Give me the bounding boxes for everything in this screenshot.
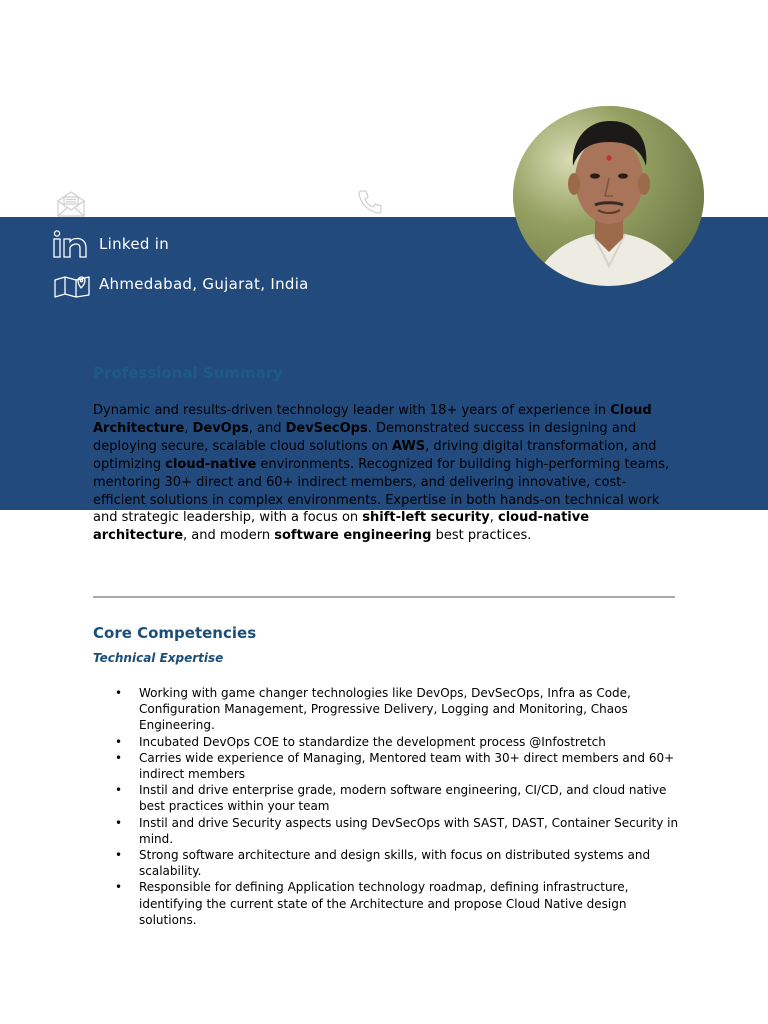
summary-text: , — [184, 420, 193, 436]
list-item-text: Working with game changer technologies like DevOps, DevSecOps, Infra as Code, Configuration Management, Progressive Delivery, Logging and Monitoring, Chaos Engineering. — [139, 686, 631, 733]
bullet-glyph: • — [115, 848, 123, 863]
summary-text: , and — [248, 420, 286, 436]
summary-text: best practices. — [431, 528, 532, 544]
list-item — [115, 750, 679, 782]
summary-keyword: cloud-native — [165, 456, 257, 472]
linkedin-link[interactable]: Linked in — [99, 235, 170, 253]
profile-photo — [513, 106, 704, 286]
linkedin-icon — [53, 230, 89, 258]
section-divider — [93, 596, 675, 598]
summary-keyword: AWS — [391, 438, 426, 454]
list-item — [115, 847, 679, 879]
list-item — [115, 879, 679, 928]
summary-text: , driving digital transformation, and optimizing — [93, 438, 657, 472]
summary-text: , — [489, 510, 499, 526]
summary-paragraph — [93, 402, 673, 545]
list-item-text: Instil and drive Security aspects using DevSecOps with SAST, DAST, Container Security in mind. — [139, 815, 679, 846]
list-item — [115, 734, 679, 750]
summary-keyword: cloud-native architecture — [93, 510, 590, 544]
list-item-text: Instil and drive enterprise grade, modern software engineering, CI/CD, and cloud native best practices within your team — [139, 783, 667, 814]
summary-heading: Professional Summary — [93, 364, 283, 382]
bullet-glyph: • — [115, 750, 123, 765]
summary-keyword: DevSecOps — [285, 420, 368, 436]
list-item-text: Carries wide experience of Managing, Mentored team with 30+ direct members and 60+ indirect members — [139, 750, 675, 782]
competency-list — [115, 685, 679, 928]
location-text: Ahmedabad, Gujarat, India — [99, 275, 309, 293]
summary-keyword: DevOps — [192, 420, 249, 436]
technical-expertise-subheading: Technical Expertise — [93, 651, 224, 665]
bullet-glyph: • — [115, 734, 123, 749]
competencies-heading: Core Competencies — [93, 624, 257, 642]
list-item-text: Incubated DevOps COE to standardize the development process @Infostretch — [139, 734, 606, 749]
bullet-glyph: • — [115, 686, 123, 700]
summary-keyword: Cloud Architecture — [93, 403, 652, 436]
phone-icon — [356, 188, 384, 216]
list-item — [115, 782, 679, 814]
list-item — [115, 685, 679, 734]
bullet-glyph: • — [115, 880, 123, 895]
list-item-text: Strong software architecture and design skills, with focus on distributed systems and scalability. — [139, 848, 651, 879]
email-icon — [55, 190, 87, 218]
summary-keyword: software engineering — [274, 528, 432, 544]
map-icon — [54, 274, 90, 298]
summary-keyword: shift-left security — [362, 510, 490, 526]
list-item-text: Responsible for defining Application technology roadmap, defining infrastructure, identifying the current state of the Architecture and propose Cloud Native design solutions. — [139, 880, 629, 927]
bullet-glyph: • — [115, 783, 123, 798]
summary-text: , and modern — [183, 528, 275, 544]
summary-text: Dynamic and results-driven technology leader with 18+ years of experience in — [93, 403, 611, 418]
summary-text: . Demonstrated success in designing and deploying secure, scalable cloud solutions on — [93, 420, 637, 454]
list-item — [115, 815, 679, 847]
bullet-glyph: • — [115, 815, 123, 830]
summary-text: environments. Recognized for building high-performing teams, mentoring 30+ direct and 60+ indirect members, and delivering innovative, cost-efficient solutions in complex environments. Expertise in both hands-on technical work and strategic leadership, with a focus on — [93, 456, 670, 526]
